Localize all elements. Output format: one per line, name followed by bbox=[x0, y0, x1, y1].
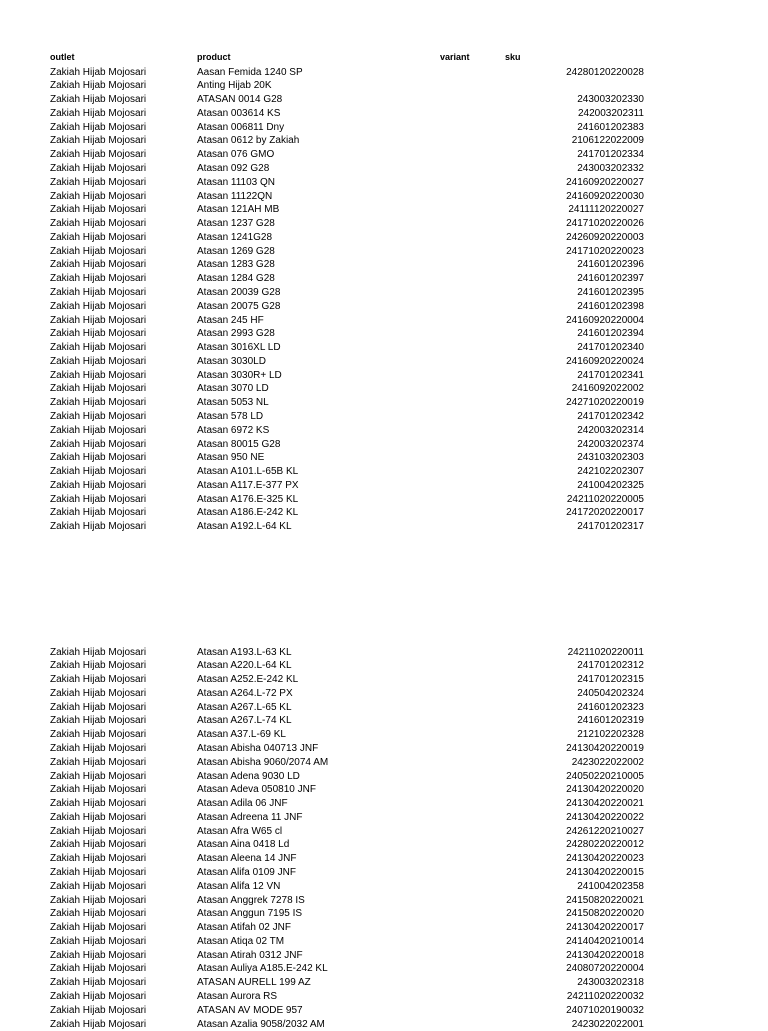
product-cell: Atasan 578 LD bbox=[197, 411, 264, 422]
table-row bbox=[0, 341, 768, 355]
product-cell: Atasan 1241G28 bbox=[197, 231, 273, 243]
table-row bbox=[0, 701, 768, 715]
table-row bbox=[0, 231, 768, 245]
product-cell: Atasan 20039 G28 bbox=[197, 286, 281, 298]
sku-cell: 24260920220003 bbox=[566, 231, 644, 243]
outlet-cell: Zakiah Hijab Mojosari bbox=[50, 369, 147, 381]
sku-cell: 24150820220020 bbox=[566, 908, 644, 920]
outlet-cell: Zakiah Hijab Mojosari bbox=[50, 66, 147, 78]
table-row bbox=[0, 1018, 768, 1031]
sku-cell: 24130420220021 bbox=[566, 798, 644, 810]
sku-cell: 241701202340 bbox=[577, 342, 644, 354]
outlet-cell: Zakiah Hijab Mojosari bbox=[50, 438, 147, 450]
product-cell: Atasan Abisha 9060/2074 AM bbox=[197, 756, 329, 768]
sku-cell: 24160920220027 bbox=[566, 176, 644, 188]
product-cell: Atasan A101.L-65B KL bbox=[197, 466, 299, 478]
product-cell: Atasan 2993 G28 bbox=[197, 328, 275, 340]
product-cell: Atasan A192.L-64 KL bbox=[197, 521, 292, 533]
product-cell: Atasan Aurora RS bbox=[197, 991, 278, 1002]
table-row bbox=[0, 396, 768, 410]
outlet-cell: Zakiah Hijab Mojosari bbox=[50, 853, 147, 865]
header-row bbox=[0, 51, 768, 65]
sku-cell: 243003202332 bbox=[577, 162, 644, 174]
product-cell: Atasan 5053 NL bbox=[197, 397, 269, 409]
outlet-cell: Zakiah Hijab Mojosari bbox=[50, 742, 147, 754]
table-row bbox=[0, 506, 768, 520]
table-row bbox=[0, 907, 768, 921]
table-row bbox=[0, 286, 768, 300]
outlet-cell: Zakiah Hijab Mojosari bbox=[50, 383, 147, 395]
product-cell: Atasan Atifah 02 JNF bbox=[197, 922, 291, 934]
outlet-cell: Zakiah Hijab Mojosari bbox=[50, 107, 147, 119]
table-row bbox=[0, 1004, 768, 1018]
outlet-cell: Zakiah Hijab Mojosari bbox=[50, 715, 147, 727]
sku-cell: 24080720220004 bbox=[566, 963, 644, 975]
table-row bbox=[0, 121, 768, 135]
outlet-cell: Zakiah Hijab Mojosari bbox=[50, 149, 147, 161]
product-cell: Atasan Adeva 050810 JNF bbox=[197, 784, 316, 796]
product-cell: Atasan 1283 G28 bbox=[197, 259, 275, 271]
outlet-cell: Zakiah Hijab Mojosari bbox=[50, 880, 147, 892]
outlet-cell: Zakiah Hijab Mojosari bbox=[50, 218, 147, 230]
table-row bbox=[0, 217, 768, 231]
product-cell: Atasan Auliya A185.E-242 KL bbox=[197, 963, 328, 975]
outlet-cell: Zakiah Hijab Mojosari bbox=[50, 825, 147, 837]
product-cell: Atasan Abisha 040713 JNF bbox=[197, 742, 319, 754]
product-cell: Atasan A220.L-64 KL bbox=[197, 660, 292, 672]
table-row bbox=[0, 410, 768, 424]
sku-cell: 24150820220021 bbox=[566, 894, 644, 906]
outlet-cell: Zakiah Hijab Mojosari bbox=[50, 424, 147, 436]
outlet-cell: Zakiah Hijab Mojosari bbox=[50, 963, 147, 975]
product-cell: Atasan Afra W65 cl bbox=[197, 825, 283, 837]
sku-cell: 24130420220020 bbox=[566, 784, 644, 796]
outlet-cell: Zakiah Hijab Mojosari bbox=[50, 866, 147, 878]
sku-cell: 24171020220026 bbox=[566, 218, 644, 230]
outlet-cell: Zakiah Hijab Mojosari bbox=[50, 259, 147, 271]
table-row bbox=[0, 162, 768, 176]
table-row bbox=[0, 783, 768, 797]
table-row bbox=[0, 451, 768, 465]
outlet-cell: Zakiah Hijab Mojosari bbox=[50, 342, 147, 354]
sku-cell: 24050220210005 bbox=[566, 770, 644, 782]
sku-cell: 24280220220012 bbox=[566, 839, 644, 851]
sku-cell: 241701202342 bbox=[577, 411, 644, 422]
sku-cell: 24160920220030 bbox=[566, 190, 644, 202]
outlet-cell: Zakiah Hijab Mojosari bbox=[50, 674, 147, 686]
outlet-cell: Zakiah Hijab Mojosari bbox=[50, 245, 147, 257]
sku-cell: 242003202314 bbox=[577, 424, 644, 436]
outlet-cell: Zakiah Hijab Mojosari bbox=[50, 811, 147, 823]
outlet-cell: Zakiah Hijab Mojosari bbox=[50, 190, 147, 202]
product-cell: Atasan 3070 LD bbox=[197, 383, 269, 395]
product-cell: Atasan 003614 KS bbox=[197, 107, 281, 119]
table-row bbox=[0, 811, 768, 825]
table-row bbox=[0, 935, 768, 949]
outlet-cell: Zakiah Hijab Mojosari bbox=[50, 328, 147, 340]
table-row bbox=[0, 866, 768, 880]
sku-cell: 24171020220023 bbox=[566, 245, 644, 257]
table-row bbox=[0, 520, 768, 534]
sku-cell: 241004202325 bbox=[577, 479, 644, 491]
product-cell: Atasan 1237 G28 bbox=[197, 218, 275, 230]
sku-cell: 24111120220027 bbox=[568, 204, 644, 216]
product-cell: Atasan 3030LD bbox=[197, 355, 266, 367]
table-row bbox=[0, 258, 768, 272]
product-cell: Atasan 20075 G28 bbox=[197, 300, 281, 312]
sku-cell: 24130420220017 bbox=[566, 922, 644, 934]
product-cell: Atasan Adena 9030 LD bbox=[197, 770, 300, 782]
product-cell: Atasan 092 G28 bbox=[197, 162, 270, 174]
sku-cell: 24130420220022 bbox=[566, 811, 644, 823]
table-row bbox=[0, 203, 768, 217]
table-row bbox=[0, 327, 768, 341]
table-row bbox=[0, 465, 768, 479]
outlet-cell: Zakiah Hijab Mojosari bbox=[50, 770, 147, 782]
outlet-cell: Zakiah Hijab Mojosari bbox=[50, 493, 147, 505]
table-row bbox=[0, 742, 768, 756]
outlet-cell: Zakiah Hijab Mojosari bbox=[50, 204, 147, 216]
outlet-cell: Zakiah Hijab Mojosari bbox=[50, 479, 147, 491]
product-cell: Anting Hijab 20K bbox=[197, 80, 272, 92]
sku-cell: 2423022022002 bbox=[571, 756, 644, 768]
outlet-cell: Zakiah Hijab Mojosari bbox=[50, 922, 147, 934]
outlet-cell: Zakiah Hijab Mojosari bbox=[50, 273, 147, 285]
product-cell: Atasan 80015 G28 bbox=[197, 438, 281, 450]
product-cell: Atasan 3016XL LD bbox=[197, 342, 281, 354]
product-cell: Atasan 245 HF bbox=[197, 314, 264, 326]
sku-cell: 2106122022009 bbox=[571, 135, 644, 147]
table-row bbox=[0, 714, 768, 728]
product-cell: Atasan 076 GMO bbox=[197, 149, 275, 161]
product-cell: Atasan 11122QN bbox=[197, 190, 273, 202]
outlet-cell: Zakiah Hijab Mojosari bbox=[50, 839, 147, 851]
product-cell: Atasan 006811 Dny bbox=[197, 121, 285, 133]
table-row bbox=[0, 962, 768, 976]
table-row bbox=[0, 921, 768, 935]
sku-cell: 241701202334 bbox=[577, 149, 644, 161]
outlet-cell: Zakiah Hijab Mojosari bbox=[50, 135, 147, 147]
outlet-cell: Zakiah Hijab Mojosari bbox=[50, 466, 147, 478]
product-cell: Atasan A193.L-63 KL bbox=[197, 646, 292, 658]
table-row bbox=[0, 659, 768, 673]
product-cell: Atasan A176.E-325 KL bbox=[197, 493, 299, 505]
outlet-cell: Zakiah Hijab Mojosari bbox=[50, 162, 147, 174]
sku-cell: 240504202324 bbox=[577, 687, 644, 699]
table-row bbox=[0, 687, 768, 701]
table-row bbox=[0, 990, 768, 1004]
product-cell: ATASAN AV MODE 957 bbox=[197, 1004, 303, 1016]
sku-cell: 24160920220004 bbox=[566, 314, 644, 326]
outlet-cell: Zakiah Hijab Mojosari bbox=[50, 176, 147, 188]
table-row bbox=[0, 148, 768, 162]
header-sku: sku bbox=[505, 52, 521, 62]
outlet-cell: Zakiah Hijab Mojosari bbox=[50, 991, 147, 1002]
table-row bbox=[0, 728, 768, 742]
table-row bbox=[0, 770, 768, 784]
outlet-cell: Zakiah Hijab Mojosari bbox=[50, 935, 147, 947]
table-row bbox=[0, 369, 768, 383]
sku-cell: 241601202394 bbox=[577, 328, 644, 340]
table-row bbox=[0, 190, 768, 204]
product-cell: Atasan A264.L-72 PX bbox=[197, 687, 293, 699]
outlet-cell: Zakiah Hijab Mojosari bbox=[50, 660, 147, 672]
outlet-cell: Zakiah Hijab Mojosari bbox=[50, 894, 147, 906]
product-cell: Atasan Adila 06 JNF bbox=[197, 798, 288, 810]
product-cell: Atasan 1284 G28 bbox=[197, 273, 275, 285]
outlet-cell: Zakiah Hijab Mojosari bbox=[50, 701, 147, 713]
sku-cell: 2423022022001 bbox=[571, 1018, 644, 1030]
product-cell: Atasan 0612 by Zakiah bbox=[197, 135, 300, 147]
sku-cell: 24130420220018 bbox=[566, 949, 644, 961]
product-cell: Atasan 11103 QN bbox=[197, 176, 276, 188]
table-row bbox=[0, 756, 768, 770]
product-cell: Atasan A267.L-74 KL bbox=[197, 715, 292, 727]
outlet-cell: Zakiah Hijab Mojosari bbox=[50, 397, 147, 409]
table-row bbox=[0, 797, 768, 811]
outlet-cell: Zakiah Hijab Mojosari bbox=[50, 977, 147, 989]
sku-cell: 24130420220023 bbox=[566, 853, 644, 865]
table-row bbox=[0, 382, 768, 396]
sku-cell: 241601202396 bbox=[577, 259, 644, 271]
sku-cell: 24211020220032 bbox=[566, 991, 644, 1002]
product-cell: Atasan A37.L-69 KL bbox=[197, 729, 286, 741]
sku-cell: 241601202397 bbox=[577, 273, 644, 285]
sku-cell: 241701202341 bbox=[577, 369, 644, 381]
table-row bbox=[0, 93, 768, 107]
sku-cell: 241601202398 bbox=[577, 300, 644, 312]
product-cell: Aasan Femida 1240 SP bbox=[197, 66, 303, 78]
outlet-cell: Zakiah Hijab Mojosari bbox=[50, 286, 147, 298]
sku-cell: 242102202307 bbox=[577, 466, 644, 478]
table-row bbox=[0, 107, 768, 121]
table-row bbox=[0, 880, 768, 894]
product-cell: Atasan 3030R+ LD bbox=[197, 369, 282, 381]
sku-cell: 24071020190032 bbox=[566, 1004, 644, 1016]
sku-cell: 242003202374 bbox=[577, 438, 644, 450]
table-row bbox=[0, 355, 768, 369]
sku-cell: 241701202317 bbox=[577, 521, 644, 533]
outlet-cell: Zakiah Hijab Mojosari bbox=[50, 521, 147, 533]
product-cell: Atasan Atirah 0312 JNF bbox=[197, 949, 303, 961]
outlet-cell: Zakiah Hijab Mojosari bbox=[50, 314, 147, 326]
outlet-cell: Zakiah Hijab Mojosari bbox=[50, 231, 147, 243]
product-cell: Atasan Anggrek 7278 IS bbox=[197, 894, 305, 906]
table-row bbox=[0, 272, 768, 286]
table-row bbox=[0, 424, 768, 438]
table-row bbox=[0, 838, 768, 852]
sku-cell: 241701202315 bbox=[577, 674, 644, 686]
sku-cell: 24140420210014 bbox=[566, 935, 644, 947]
table-row bbox=[0, 66, 768, 80]
table-row bbox=[0, 300, 768, 314]
product-cell: Atasan 6972 KS bbox=[197, 424, 270, 436]
outlet-cell: Zakiah Hijab Mojosari bbox=[50, 798, 147, 810]
product-cell: Atasan 950 NE bbox=[197, 452, 265, 464]
sku-cell: 24271020220019 bbox=[566, 397, 644, 409]
sku-cell: 24211020220005 bbox=[566, 493, 644, 505]
product-cell: Atasan Alifa 12 VN bbox=[197, 880, 281, 892]
table-row bbox=[0, 314, 768, 328]
outlet-cell: Zakiah Hijab Mojosari bbox=[50, 949, 147, 961]
product-cell: ATASAN 0014 G28 bbox=[197, 94, 283, 106]
product-cell: Atasan A267.L-65 KL bbox=[197, 701, 292, 713]
product-cell: Atasan A117.E-377 PX bbox=[197, 479, 299, 491]
sku-cell: 241601202395 bbox=[577, 286, 644, 298]
table-row bbox=[0, 79, 768, 93]
sku-cell: 241004202358 bbox=[577, 880, 644, 892]
product-cell: Atasan 1269 G28 bbox=[197, 245, 275, 257]
outlet-cell: Zakiah Hijab Mojosari bbox=[50, 300, 147, 312]
product-cell: Atasan Adreena 11 JNF bbox=[197, 811, 303, 823]
header-outlet: outlet bbox=[50, 52, 75, 62]
outlet-cell: Zakiah Hijab Mojosari bbox=[50, 121, 147, 133]
product-cell: Atasan Atiqa 02 TM bbox=[197, 935, 285, 947]
product-cell: Atasan 121AH MB bbox=[197, 204, 280, 216]
sku-cell: 212102202328 bbox=[577, 729, 644, 741]
outlet-cell: Zakiah Hijab Mojosari bbox=[50, 80, 147, 92]
sku-cell: 241601202323 bbox=[577, 701, 644, 713]
table-row bbox=[0, 949, 768, 963]
sku-cell: 241601202319 bbox=[577, 715, 644, 727]
sku-cell: 242003202311 bbox=[578, 107, 644, 119]
sku-cell: 24280120220028 bbox=[566, 66, 644, 78]
product-cell: Atasan Anggun 7195 IS bbox=[197, 908, 303, 920]
outlet-cell: Zakiah Hijab Mojosari bbox=[50, 355, 147, 367]
table-row bbox=[0, 673, 768, 687]
product-cell: Atasan Aina 0418 Ld bbox=[197, 839, 290, 851]
table-row bbox=[0, 646, 768, 660]
outlet-cell: Zakiah Hijab Mojosari bbox=[50, 687, 147, 699]
outlet-cell: Zakiah Hijab Mojosari bbox=[50, 1004, 147, 1016]
table-row bbox=[0, 852, 768, 866]
outlet-cell: Zakiah Hijab Mojosari bbox=[50, 646, 147, 658]
sku-cell: 24160920220024 bbox=[566, 355, 644, 367]
outlet-cell: Zakiah Hijab Mojosari bbox=[50, 411, 147, 422]
sku-cell: 24172020220017 bbox=[566, 507, 644, 519]
outlet-cell: Zakiah Hijab Mojosari bbox=[50, 94, 147, 106]
sku-cell: 2416092022002 bbox=[571, 383, 644, 395]
table-row bbox=[0, 176, 768, 190]
table-row bbox=[0, 245, 768, 259]
product-cell: Atasan Aleena 14 JNF bbox=[197, 853, 297, 865]
table-row bbox=[0, 479, 768, 493]
table-row bbox=[0, 894, 768, 908]
outlet-cell: Zakiah Hijab Mojosari bbox=[50, 1018, 147, 1030]
sku-cell: 24261220210027 bbox=[566, 825, 644, 837]
table-row bbox=[0, 438, 768, 452]
sku-cell: 243003202330 bbox=[577, 94, 644, 106]
table-row bbox=[0, 976, 768, 990]
outlet-cell: Zakiah Hijab Mojosari bbox=[50, 507, 147, 519]
outlet-cell: Zakiah Hijab Mojosari bbox=[50, 729, 147, 741]
sku-cell: 241601202383 bbox=[577, 121, 644, 133]
sku-cell: 24130420220019 bbox=[566, 742, 644, 754]
table-row bbox=[0, 134, 768, 148]
sku-cell: 241701202312 bbox=[577, 660, 644, 672]
outlet-cell: Zakiah Hijab Mojosari bbox=[50, 784, 147, 796]
sku-cell: 24211020220011 bbox=[567, 646, 644, 658]
header-product: product bbox=[197, 52, 231, 62]
sku-cell: 243103202303 bbox=[577, 452, 644, 464]
product-cell: Atasan A186.E-242 KL bbox=[197, 507, 299, 519]
product-cell: Atasan A252.E-242 KL bbox=[197, 674, 299, 686]
product-cell: ATASAN AURELL 199 AZ bbox=[197, 977, 311, 989]
table-row bbox=[0, 493, 768, 507]
table-row bbox=[0, 825, 768, 839]
product-cell: Atasan Azalia 9058/2032 AM bbox=[197, 1018, 325, 1030]
outlet-cell: Zakiah Hijab Mojosari bbox=[50, 756, 147, 768]
outlet-cell: Zakiah Hijab Mojosari bbox=[50, 908, 147, 920]
header-variant: variant bbox=[440, 52, 470, 62]
sku-cell: 24130420220015 bbox=[566, 866, 644, 878]
outlet-cell: Zakiah Hijab Mojosari bbox=[50, 452, 147, 464]
product-cell: Atasan Alifa 0109 JNF bbox=[197, 866, 296, 878]
sku-cell: 243003202318 bbox=[577, 977, 644, 989]
